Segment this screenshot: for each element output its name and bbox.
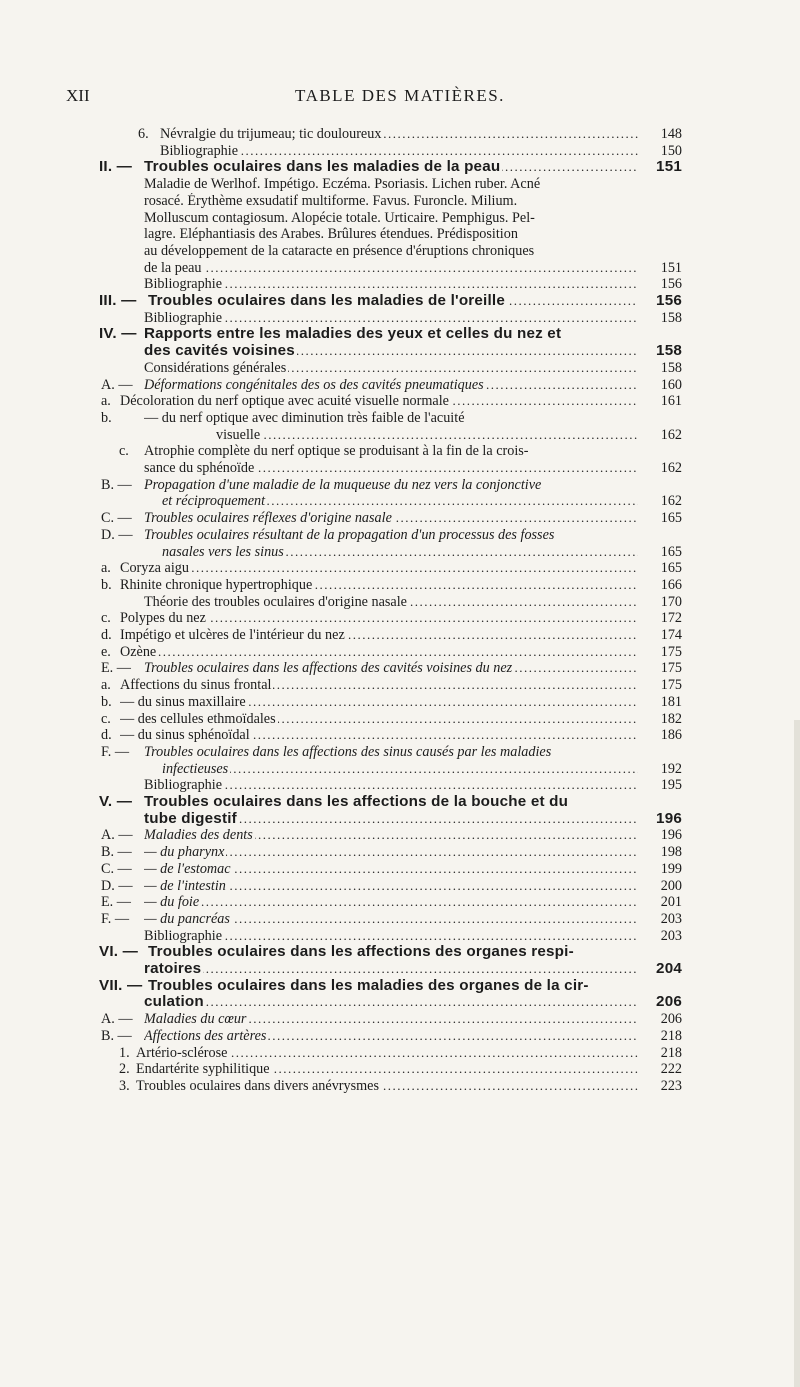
entry-number: E. — — [101, 660, 131, 677]
entry-title — [144, 159, 638, 176]
entry-number: II. — — [99, 158, 133, 176]
entry-title-text: Coryza aigu — [120, 560, 189, 577]
entry-title-text: — de l'intestin — [144, 877, 226, 894]
toc-entry — [0, 159, 800, 176]
entry-number: 2. — [119, 1061, 130, 1078]
entry-number: VII. — — [99, 976, 143, 994]
entry-title — [216, 427, 638, 444]
entry-title-text: au développement de la cataracte en présence d'éruptions chroniques — [144, 242, 535, 259]
entry-title-text: Déformations congénitales des os des cavités pneumatiques — [144, 376, 484, 393]
toc-entry — [0, 510, 800, 527]
entry-title-text: et réciproquement — [162, 493, 266, 510]
entry-title-text: Troubles oculaires résultant de la propagation d'un processus des fosses — [144, 526, 555, 543]
entry-title — [144, 527, 684, 544]
entry-title-text: culation — [144, 994, 204, 1011]
entry-page-number: 151 — [660, 259, 682, 276]
entry-number: III. — — [99, 292, 137, 309]
entry-number: a. — [101, 393, 111, 410]
entry-title — [162, 493, 638, 510]
toc-entry — [0, 794, 800, 811]
toc-entry — [0, 594, 800, 611]
entry-page-number: 203 — [660, 910, 682, 927]
entry-title — [144, 744, 684, 761]
entry-title-text: sance du sphénoïde — [144, 460, 255, 476]
entry-title — [148, 944, 684, 961]
entry-page-number: 192 — [660, 760, 682, 777]
entry-page-number: 204 — [656, 960, 682, 977]
entry-page-number: 196 — [660, 827, 682, 844]
toc-entry — [0, 694, 800, 711]
entry-title — [136, 1061, 638, 1078]
entry-page-number: 165 — [660, 560, 682, 577]
entry-number: D. — — [101, 877, 133, 894]
toc-entry — [0, 844, 800, 861]
entry-page-number: 166 — [660, 576, 682, 593]
toc-entry — [0, 811, 800, 828]
entry-title-text: — du pancréas — [144, 910, 230, 927]
entry-page-number: 151 — [656, 158, 682, 176]
entry-title — [144, 410, 684, 427]
entry-title — [144, 326, 684, 343]
entry-page-number: 199 — [660, 860, 682, 877]
entry-title — [144, 811, 638, 828]
toc-entry — [0, 944, 800, 961]
entry-title-text: Maladies du cœur — [144, 1011, 247, 1028]
toc-entry — [0, 878, 800, 895]
entry-title — [136, 1045, 638, 1062]
toc-entry — [0, 994, 800, 1011]
entry-title — [144, 827, 638, 844]
entry-title — [136, 1078, 638, 1095]
entry-page-number: 222 — [660, 1061, 682, 1078]
entry-title — [144, 994, 638, 1011]
entry-title — [144, 911, 638, 928]
entry-number: a. — [101, 677, 111, 694]
entry-page-number: 203 — [660, 927, 682, 944]
entry-title — [144, 443, 684, 460]
entry-title — [120, 694, 638, 711]
entry-title-text: Troubles oculaires dans les maladies de l'oreille — [148, 293, 505, 309]
entry-title-text: Bibliographie — [160, 142, 239, 159]
entry-title-text: Impétigo et ulcères de l'intérieur du nez — [120, 627, 345, 643]
entry-title — [120, 677, 638, 694]
toc-entry — [0, 1028, 800, 1045]
toc-entry — [0, 544, 800, 561]
entry-page-number: 195 — [660, 777, 682, 794]
entry-title-text: de la peau — [144, 259, 202, 276]
entry-page-number: 206 — [660, 1011, 682, 1028]
entry-title-text: Bibliographie — [144, 309, 223, 326]
entry-title — [144, 193, 684, 210]
entry-title-text: Troubles oculaires dans les affections des cavités voisines du nez — [144, 660, 513, 677]
entry-title-text: infectieuses — [162, 760, 229, 777]
entry-page-number: 162 — [660, 460, 682, 476]
entry-title-text: Bibliographie — [144, 927, 223, 944]
entry-number: 3. — [119, 1077, 130, 1094]
entry-title — [144, 276, 638, 293]
entry-title — [144, 176, 684, 193]
entry-number: VI. — — [99, 943, 138, 961]
toc-entry — [0, 1011, 800, 1028]
toc-entry — [0, 143, 800, 160]
entry-page-number: 148 — [660, 126, 682, 142]
entry-page-number: 156 — [656, 292, 682, 309]
entry-title — [144, 377, 638, 394]
entry-page-number: 200 — [660, 877, 682, 894]
toc-entry — [0, 660, 800, 677]
entry-title-text: Troubles oculaires dans les affections des sinus causés par les maladies — [144, 743, 552, 760]
entry-title-text: Troubles oculaires dans les affections de la bouche et du — [144, 794, 569, 810]
entry-title-text: visuelle — [216, 426, 261, 443]
entry-title-text: des cavités voisines — [144, 343, 295, 360]
toc-entry — [0, 193, 800, 210]
entry-title-text: Théorie des troubles oculaires d'origine nasale — [144, 593, 407, 610]
toc-entry — [0, 427, 800, 444]
entry-title — [160, 126, 638, 143]
toc-entry — [0, 310, 800, 327]
entry-title — [144, 260, 638, 277]
entry-title — [144, 594, 638, 611]
entry-page-number: 172 — [660, 610, 682, 627]
page-number: XII — [66, 86, 90, 105]
toc-entry — [0, 560, 800, 577]
entry-title — [144, 243, 684, 260]
entry-page-number: 150 — [660, 142, 682, 159]
toc-entry — [0, 1078, 800, 1095]
entry-page-number: 196 — [656, 809, 682, 827]
toc-entry — [0, 627, 800, 644]
entry-title-text: Troubles oculaires dans divers anévrysmes — [136, 1077, 379, 1094]
entry-title-text: Atrophie complète du nerf optique se produisant à la fin de la crois- — [144, 443, 529, 460]
toc-entry — [0, 978, 800, 995]
entry-title-text: Ozène — [120, 643, 157, 660]
entry-title — [148, 293, 638, 310]
entry-page-number: 165 — [660, 510, 682, 527]
toc-entry — [0, 711, 800, 728]
entry-title — [120, 644, 638, 661]
scan-edge-shadow — [794, 720, 800, 1387]
toc-entry — [0, 644, 800, 661]
toc-entry — [0, 276, 800, 293]
entry-number: a. — [101, 560, 111, 577]
toc-entry — [0, 226, 800, 243]
entry-title-text: Affections du sinus frontal — [120, 677, 272, 694]
entry-title — [120, 560, 638, 577]
entry-page-number: 161 — [660, 393, 682, 410]
entry-number: 6. — [138, 126, 149, 142]
entry-title-text: — des cellules ethmoïdales — [120, 710, 276, 727]
toc-entry — [0, 293, 800, 310]
entry-page-number: 158 — [656, 342, 682, 360]
entry-number: b. — [101, 693, 112, 710]
entry-title — [160, 143, 638, 160]
entry-title — [120, 610, 638, 627]
toc-entry — [0, 527, 800, 544]
entry-page-number: 174 — [660, 627, 682, 643]
entry-page-number: 170 — [660, 593, 682, 610]
entry-title-text: Troubles oculaires dans les maladies de la peau — [144, 159, 501, 176]
entry-number: D. — — [101, 526, 133, 543]
entry-title — [162, 761, 638, 778]
entry-title — [162, 544, 638, 561]
entry-number: B. — — [101, 1027, 132, 1044]
entry-title — [144, 844, 638, 861]
entry-title-text: Névralgie du trijumeau; tic douloureux — [160, 126, 382, 142]
toc-entry — [0, 928, 800, 945]
entry-page-number: 218 — [660, 1044, 682, 1061]
entry-number: A. — — [101, 827, 133, 844]
toc-entry — [0, 744, 800, 761]
entry-number: c. — [101, 710, 111, 727]
entry-title-text: Troubles oculaires réflexes d'origine nasale — [144, 510, 392, 527]
entry-title — [120, 627, 638, 644]
entry-number: c. — [101, 610, 111, 627]
entry-page-number: 156 — [660, 276, 682, 293]
entry-title — [144, 1011, 638, 1028]
entry-title — [144, 777, 638, 794]
entry-number: E. — — [101, 894, 131, 911]
entry-number: F. — — [101, 910, 130, 927]
toc-entry — [0, 493, 800, 510]
entry-title — [120, 711, 638, 728]
page-header — [0, 86, 800, 108]
toc-entry — [0, 243, 800, 260]
toc-entry — [0, 210, 800, 227]
entry-number: c. — [119, 443, 129, 460]
toc-entry — [0, 343, 800, 360]
entry-title-text: Endartérite syphilitique — [136, 1061, 270, 1078]
entry-page-number: 175 — [660, 677, 682, 694]
entry-title-text: Bibliographie — [144, 777, 223, 794]
toc-entry — [0, 176, 800, 193]
entry-title-text: — du pharynx — [144, 844, 225, 861]
entry-title — [144, 878, 638, 895]
toc-entry — [0, 677, 800, 694]
entry-title-text: Polypes du nez — [120, 610, 206, 627]
toc-entry — [0, 443, 800, 460]
toc-entry — [0, 827, 800, 844]
toc-entry — [0, 610, 800, 627]
entry-title-text: Artério-sclérose — [136, 1044, 228, 1061]
entry-title — [144, 660, 638, 677]
entry-title-text: Troubles oculaires dans les maladies des organes de la cir- — [148, 977, 589, 994]
entry-title-text: lagre. Eléphantiasis des Arabes. Brûlures étendues. Prédisposition — [144, 226, 518, 243]
entry-title — [144, 861, 638, 878]
entry-number: B. — — [101, 476, 132, 493]
entry-number: A. — — [101, 1011, 133, 1028]
entry-number: V. — — [99, 793, 133, 810]
entry-page-number: 165 — [660, 543, 682, 560]
entry-number: d. — [101, 627, 112, 643]
toc-entry — [0, 1045, 800, 1062]
entry-number: d. — [101, 727, 112, 744]
toc-entry — [0, 360, 800, 377]
entry-title — [144, 1028, 638, 1045]
entry-title-text: — du sinus maxillaire — [120, 693, 246, 710]
toc-entry — [0, 894, 800, 911]
entry-title-text: rosacé. Érythème exsudatif multiforme. Favus. Furoncle. Milium. — [144, 192, 518, 209]
entry-title-text: — du sinus sphénoïdal — [120, 727, 250, 744]
page-title: TABLE DES MATIÈRES. — [295, 86, 505, 105]
entry-number: A. — — [101, 376, 133, 393]
entry-title-text: — du nerf optique avec diminution très faible de l'acuité — [144, 409, 465, 426]
toc-entry — [0, 861, 800, 878]
entry-title-text: Molluscum contagiosum. Alopécie totale. Urticaire. Pemphigus. Pel- — [144, 209, 535, 226]
entry-number: b. — [101, 576, 112, 593]
entry-title-text: Bibliographie — [144, 276, 223, 293]
entry-number: e. — [101, 643, 111, 660]
entry-title-text: Affections des artères — [144, 1027, 267, 1044]
toc-entry — [0, 777, 800, 794]
entry-page-number: 158 — [660, 359, 682, 376]
entry-number: B. — — [101, 844, 132, 861]
entry-page-number: 175 — [660, 643, 682, 660]
entry-title — [144, 343, 638, 360]
toc-entry — [0, 260, 800, 277]
entry-title — [120, 577, 638, 594]
entry-title-text: ratoires — [144, 961, 202, 977]
entry-title — [144, 894, 638, 911]
entry-number: C. — — [101, 510, 132, 527]
entry-number: IV. — — [99, 325, 137, 343]
toc-entry — [0, 577, 800, 594]
entry-title — [120, 393, 638, 410]
entry-title-text: nasales vers les sinus — [162, 543, 284, 560]
entry-title-text: Décoloration du nerf optique avec acuité visuelle normale — [120, 393, 449, 410]
entry-title-text: Rapports entre les maladies des yeux et celles du nez et — [144, 326, 562, 343]
entry-title — [144, 961, 638, 978]
toc-entry — [0, 911, 800, 928]
entry-title-text: Propagation d'une maladie de la muqueuse du nez vers la conjonctive — [144, 476, 542, 493]
entry-page-number: 201 — [660, 894, 682, 911]
entry-title-text: Rhinite chronique hypertrophique — [120, 576, 313, 593]
entry-page-number: 175 — [660, 660, 682, 677]
toc-entry — [0, 961, 800, 978]
entry-page-number: 162 — [660, 426, 682, 443]
entry-number: F. — — [101, 743, 130, 760]
entry-title-text: tube digestif — [144, 810, 237, 827]
entry-title — [144, 928, 638, 945]
toc-entry — [0, 460, 800, 477]
entry-page-number: 186 — [660, 727, 682, 744]
entry-page-number: 158 — [660, 309, 682, 326]
toc-entry — [0, 126, 800, 143]
entry-title — [144, 510, 638, 527]
entry-title — [120, 727, 638, 744]
toc-entry — [0, 1061, 800, 1078]
entry-title-text: — du foie — [144, 894, 200, 911]
entry-title-text: — de l'estomac — [144, 860, 231, 877]
entry-title — [144, 360, 638, 377]
entry-number: C. — — [101, 860, 132, 877]
entry-title — [144, 226, 684, 243]
entry-page-number: 181 — [660, 693, 682, 710]
entry-page-number: 223 — [660, 1077, 682, 1094]
toc-entry — [0, 761, 800, 778]
entry-title-text: Troubles oculaires dans les affections des organes respi- — [148, 944, 574, 961]
entry-page-number: 198 — [660, 844, 682, 861]
entry-title — [144, 794, 684, 811]
entry-title — [144, 477, 684, 494]
entry-number: b. — [101, 409, 112, 426]
entry-number: 1. — [119, 1044, 130, 1061]
entry-title — [144, 460, 638, 477]
entry-page-number: 160 — [660, 376, 682, 393]
toc-entry — [0, 377, 800, 394]
toc-entry — [0, 477, 800, 494]
toc-entry — [0, 727, 800, 744]
toc-entry — [0, 410, 800, 427]
entry-title-text: Considérations générales — [144, 359, 287, 376]
entry-title — [148, 978, 684, 995]
toc-entry — [0, 393, 800, 410]
entry-title — [144, 310, 638, 327]
toc-entry — [0, 326, 800, 343]
entry-page-number: 182 — [660, 710, 682, 727]
entry-page-number: 162 — [660, 493, 682, 510]
entry-title-text: Maladies des dents — [144, 827, 253, 844]
entry-page-number: 218 — [660, 1027, 682, 1044]
entry-title-text: Maladie de Werlhof. Impétigo. Eczéma. Psoriasis. Lichen ruber. Acné — [144, 176, 541, 193]
entry-page-number: 206 — [656, 993, 682, 1011]
entry-title — [144, 210, 684, 227]
